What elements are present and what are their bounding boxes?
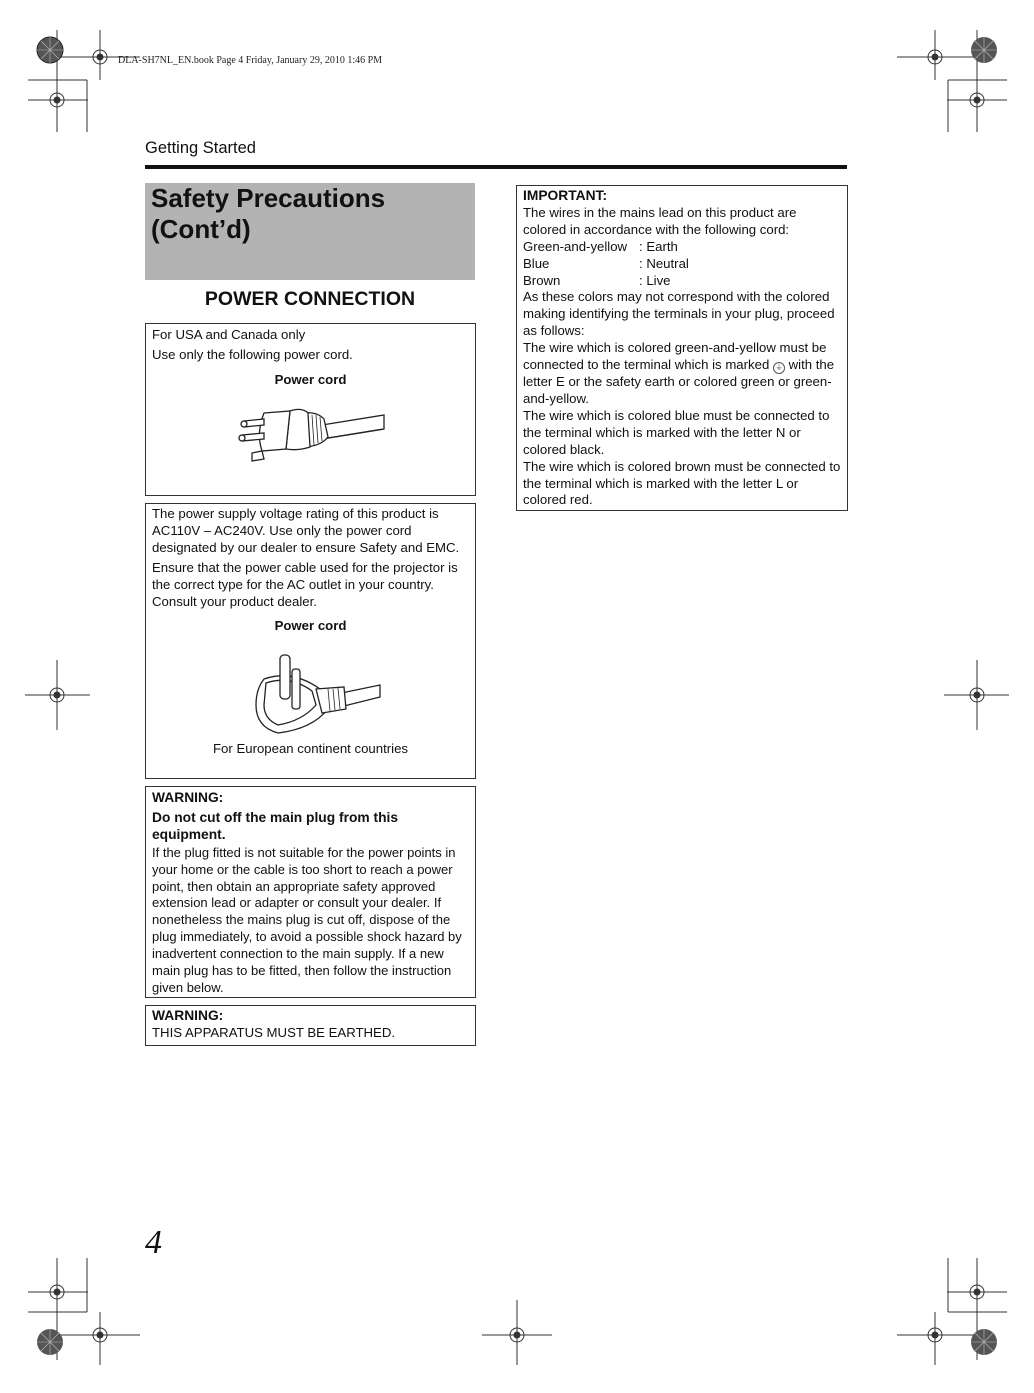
usa-box-line1: For USA and Canada only: [152, 327, 306, 342]
important-para1: As these colors may not correspond with the colored making identifying the terminals in your plug, proceed as follows:: [523, 289, 835, 339]
voltage-para2: Ensure that the power cable used for the projector is the correct type for the AC outlet in your country. Consult your product dealer.: [152, 559, 458, 609]
wire-meaning: : Earth: [639, 238, 678, 254]
power-connection-heading: POWER CONNECTION: [204, 288, 416, 310]
page-title-box: [145, 183, 475, 280]
usa-canada-box: [145, 323, 476, 496]
important-label: IMPORTANT:: [523, 188, 608, 203]
warning-earth-box: [145, 1005, 476, 1046]
voltage-box: [145, 503, 476, 779]
wire-meaning: : Live: [639, 272, 671, 288]
page-title-line1: Safety Precautions: [151, 183, 386, 213]
earth-warning-body: THIS APPARATUS MUST BE EARTHED.: [152, 1024, 396, 1040]
header-rule: [145, 165, 847, 169]
wire-row: [523, 273, 841, 290]
eu-cord-caption: For European continent countries: [213, 741, 408, 757]
wire-meaning: : Neutral: [639, 255, 689, 271]
print-info-line: DLA-SH7NL_EN.book Page 4 Friday, January 29, 2010 1:46 PM: [118, 55, 383, 66]
section-label: Getting Started: [145, 139, 256, 157]
important-para4: The wire which is colored brown must be connected to the terminal which is marked with the letter L or colored red.: [523, 458, 841, 508]
wire-row: [523, 239, 841, 256]
eu-cord-label: Power cord: [274, 618, 347, 634]
page-title: [151, 183, 385, 245]
warning-headline: Do not cut off the main plug from this equipment.: [152, 809, 399, 842]
important-para2-end: with the letter E or the safety earth or colored green or green-and-yellow.: [523, 357, 835, 406]
earth-warning-label: WARNING:: [152, 1008, 224, 1023]
warning-plug-box: [145, 786, 476, 998]
important-para3: The wire which is colored blue must be connected to the terminal which is marked with the letter N or colored black.: [523, 407, 830, 457]
page-number: 4: [145, 1224, 162, 1261]
voltage-para1: The power supply voltage rating of this product is AC110V – AC240V. Use only the power cord designated by our dealer to ensure Safety and EMC.: [152, 506, 460, 555]
wire-row: [523, 256, 841, 273]
page-title-line2: (Cont’d): [151, 214, 251, 244]
important-para2-start: The wire which is colored green-and-yellow must be connected to the terminal which is marked: [523, 340, 827, 373]
wire-color: Brown: [523, 272, 561, 288]
warning-body: If the plug fitted is not suitable for the power points in your home or the cable is too short to reach a power point, then obtain an appropriate safety approved extension lead or adapter or consult your dealer. If nonetheless the mains plug is cut off, dispose of the plug immediately, to avoid a possible shock hazard by inadvertent connection to the main supply. If a new main plug has to be fitted, then follow the instruction given below.: [152, 844, 462, 995]
us-plug-illustration: [152, 391, 470, 471]
earth-ground-icon: ⏚: [774, 363, 783, 373]
important-intro: The wires in the mains lead on this product are colored in accordance with the following cord:: [523, 204, 797, 237]
important-box: [516, 185, 848, 511]
warning-label: WARNING:: [152, 790, 224, 805]
important-para2: [523, 340, 841, 408]
usa-cord-label: Power cord: [274, 371, 347, 387]
wire-color: Blue: [523, 255, 550, 271]
wire-color: Green-and-yellow: [523, 238, 628, 254]
usa-box-line2: Use only the following power cord.: [152, 346, 353, 362]
eu-plug-illustration: [152, 639, 470, 739]
